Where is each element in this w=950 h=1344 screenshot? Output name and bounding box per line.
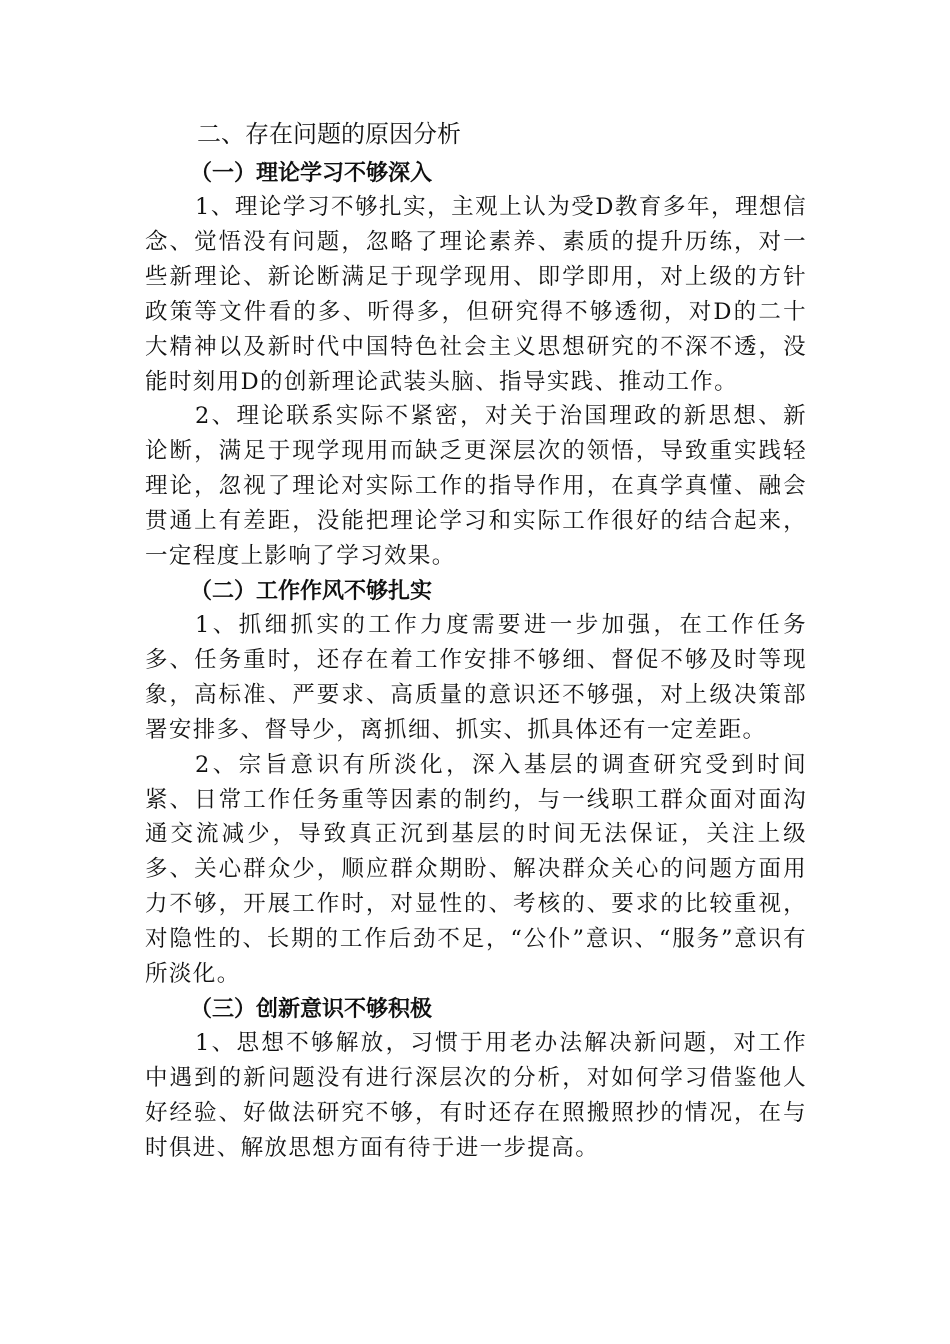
paragraph-2-2: 2、宗旨意识有所淡化，深入基层的调查研究受到时间紧、日常工作任务重等因素的制约，与一线职工群众面对面沟通交流减少，导致真正沉到基层的时间无法保证，关注上级多、关心群众少，顺应群众期盼、解决群众关心的问题方面用力不够，开展工作时，对显性的、考核的、要求的比较重视，对隐性的、长期的工作后劲不足，“公仆”意识、“服务”意识有所淡化。 — [145, 751, 807, 988]
subsection-title-1: （一）理论学习不够深入 — [190, 160, 433, 186]
subsection-title-2: （二）工作作风不够扎实 — [190, 577, 433, 604]
section-title: 二、存在问题的原因分析 — [197, 120, 461, 148]
paragraph-2-1: 1、抓细抓实的工作力度需要进一步加强，在工作任务多、任务重时，还存在着工作安排不够细、督促不够及时等现象，高标准、严要求、高质量的意识还不够强，对上级决策部署安排多、督导少，离抓细、抓实、抓具体还有一定差距。 — [145, 611, 807, 743]
subsection-title-3: （三）创新意识不够积极 — [190, 995, 433, 1022]
paragraph-1-1: 1、理论学习不够扎实，主观上认为受D教育多年，理想信念、觉悟没有问题，忽略了理论素养、素质的提升历练，对一些新理论、新论断满足于现学现用、即学即用，对上级的方针政策等文件看的多、听得多，但研究得不够透彻，对D的二十大精神以及新时代中国特色社会主义思想研究的不深不透，没能时刻用D的创新理论武装头脑、指导实践、推动工作。 — [145, 194, 807, 395]
paragraph-3-1: 1、思想不够解放，习惯于用老办法解决新问题，对工作中遇到的新问题没有进行深层次的分析，对如何学习借鉴他人好经验、好做法研究不够，有时还存在照搬照抄的情况，在与时俱进、解放思想方面有待于进一步提高。 — [145, 1029, 807, 1161]
paragraph-1-2: 2、理论联系实际不紧密，对关于治国理政的新思想、新论断，满足于现学现用而缺乏更深层次的领悟，导致重实践轻理论，忽视了理论对实际工作的指导作用，在真学真懂、融会贯通上有差距，没能把理论学习和实际工作很好的结合起来，一定程度上影响了学习效果。 — [145, 403, 807, 570]
document-body — [145, 112, 807, 1166]
